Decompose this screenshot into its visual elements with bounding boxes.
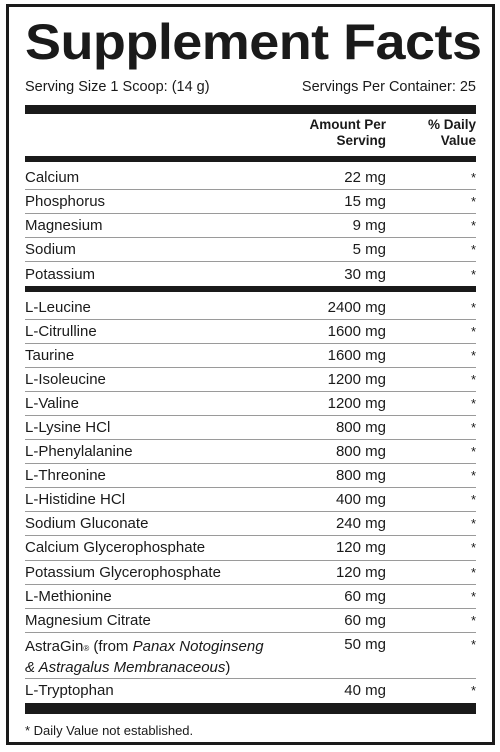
astragin-name: AstraGin® (from Panax Notoginseng & Astragalus Membranaceous): [25, 637, 264, 676]
divider-bottom: [25, 703, 476, 714]
table-row: L-Threonine 800 mg *: [25, 464, 476, 488]
table-row: Calcium 22 mg *: [25, 166, 476, 190]
table-row-astragin: AstraGin® (from Panax Notoginseng & Astragalus Membranaceous) 50 mg *: [25, 633, 476, 679]
daily-value-header: % Daily Value: [427, 117, 476, 148]
table-row: Potassium 30 mg *: [25, 265, 476, 283]
table-row: L-Lysine HCl 800 mg *: [25, 416, 476, 440]
amount-header: Amount Per Serving: [309, 117, 386, 148]
table-row: L-Tryptophan 40 mg *: [25, 682, 476, 700]
table-row: Magnesium Citrate 60 mg *: [25, 609, 476, 633]
table-row: Phosphorus 15 mg *: [25, 190, 476, 214]
supplement-facts-panel: [6, 4, 495, 745]
table-row: L-Methionine 60 mg *: [25, 585, 476, 609]
table-row: Calcium Glycerophosphate 120 mg *: [25, 536, 476, 560]
panel-title: Supplement Facts: [25, 14, 482, 70]
table-row: L-Phenylalanine 800 mg *: [25, 440, 476, 464]
ingredients-group: [25, 292, 476, 702]
table-row: L-Leucine 2400 mg *: [25, 295, 476, 319]
table-row: L-Histidine HCl 400 mg *: [25, 488, 476, 512]
table-row: Magnesium 9 mg *: [25, 214, 476, 238]
table-row: Sodium 5 mg *: [25, 238, 476, 262]
serving-info: [25, 79, 476, 99]
column-headers: [25, 114, 476, 156]
table-row: L-Valine 1200 mg *: [25, 392, 476, 416]
serving-size: Serving Size 1 Scoop: (14 g): [25, 79, 210, 95]
divider-thick: [25, 105, 476, 114]
table-row: L-Citrulline 1600 mg *: [25, 320, 476, 344]
registered-mark: ®: [83, 643, 90, 653]
footnote: * Daily Value not established.: [25, 722, 194, 738]
table-row: L-Isoleucine 1200 mg *: [25, 368, 476, 392]
servings-per-container: Servings Per Container: 25: [301, 79, 476, 95]
table-row: Sodium Gluconate 240 mg *: [25, 512, 476, 536]
table-row: Taurine 1600 mg *: [25, 344, 476, 368]
minerals-group: [25, 162, 476, 286]
table-row: Potassium Glycerophosphate 120 mg *: [25, 561, 476, 585]
